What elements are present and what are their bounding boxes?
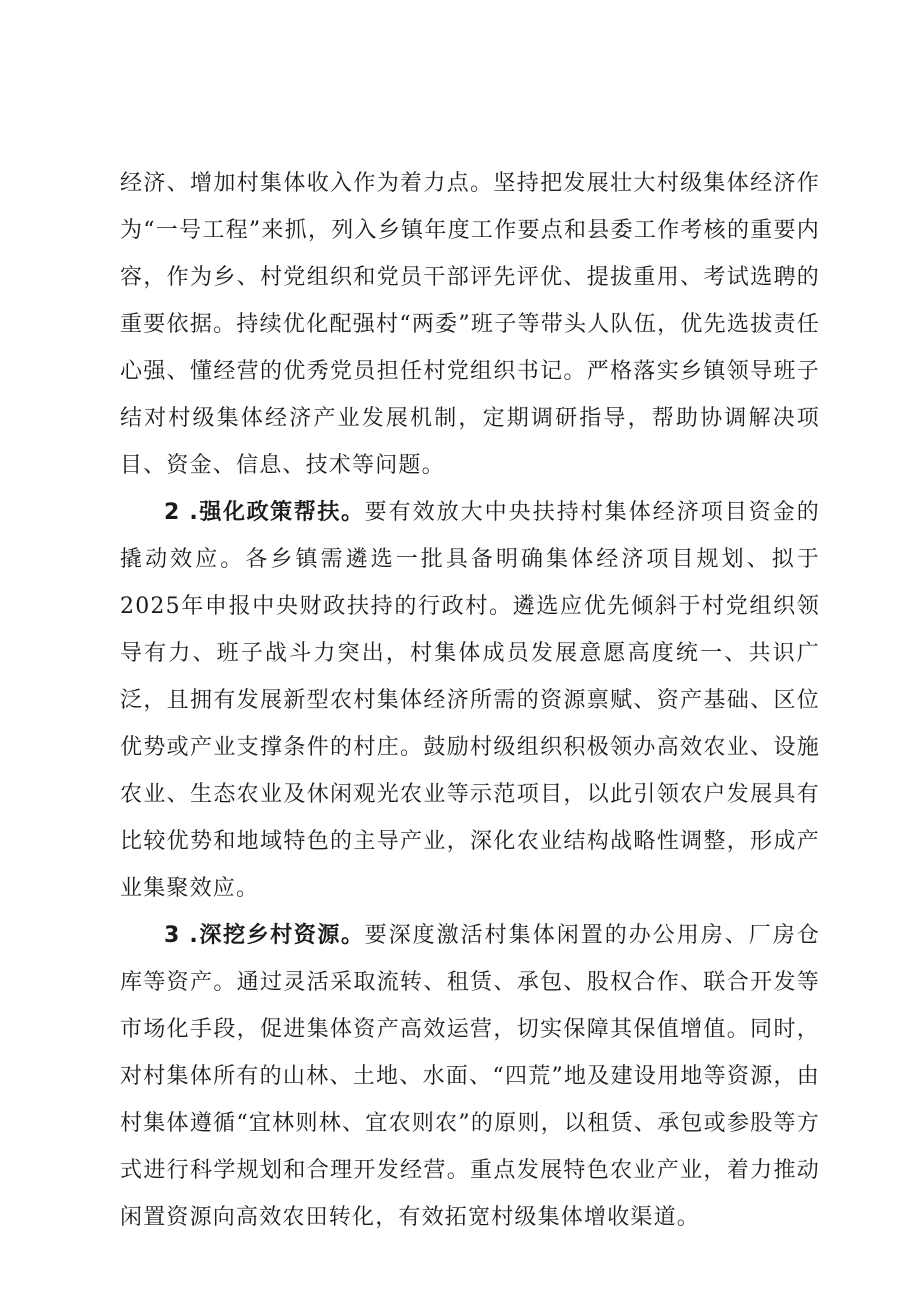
- paragraph-2-heading: 2 .强化政策帮扶。: [164, 500, 365, 525]
- paragraph-1-text: 经济、增加村集体收入作为着力点。坚持把发展壮大村级集体经济作为“一号工程”来抓，列入乡镇年度工作要点和县委工作考核的重要内容，作为乡、村党组织和党员干部评先评优、提拔重用、考试选聘的重要依据。持续优化配强村“两委”班子等带头人队伍，优先选拔责任心强、懂经营的优秀党员担任村党组织书记。严格落实乡镇领导班子结对村级集体经济产业发展机制，定期调研指导，帮助协调解决项目、资金、信息、技术等问题。: [120, 171, 820, 478]
- paragraph-3-heading: 3 .深挖乡村资源。: [164, 923, 365, 948]
- paragraph-2: [120, 489, 820, 912]
- document-body: [120, 160, 820, 1241]
- paragraph-3: [120, 912, 820, 1241]
- paragraph-2-text: 要有效放大中央扶持村集体经济项目资金的撬动效应。各乡镇需遴选一批具备明确集体经济项目规划、拟于2025年申报中央财政扶持的行政村。遴选应优先倾斜于村党组织领导有力、班子战斗力突出，村集体成员发展意愿高度统一、共识广泛，且拥有发展新型农村集体经济所需的资源禀赋、资产基础、区位优势或产业支撑条件的村庄。鼓励村级组织积极领办高效农业、设施农业、生态农业及休闲观光农业等示范项目，以此引领农户发展具有比较优势和地域特色的主导产业，深化农业结构战略性调整，形成产业集聚效应。: [120, 500, 820, 901]
- paragraph-3-text: 要深度激活村集体闲置的办公用房、厂房仓库等资产。通过灵活采取流转、租赁、承包、股权合作、联合开发等市场化手段，促进集体资产高效运营，切实保障其保值增值。同时，对村集体所有的山林、土地、水面、“四荒”地及建设用地等资源，由村集体遵循“宜林则林、宜农则农”的原则，以租赁、承包或参股等方式进行科学规划和合理开发经营。重点发展特色农业产业，着力推动闲置资源向高效农田转化，有效拓宽村级集体增收渠道。: [120, 923, 820, 1230]
- paragraph-1: [120, 160, 820, 489]
